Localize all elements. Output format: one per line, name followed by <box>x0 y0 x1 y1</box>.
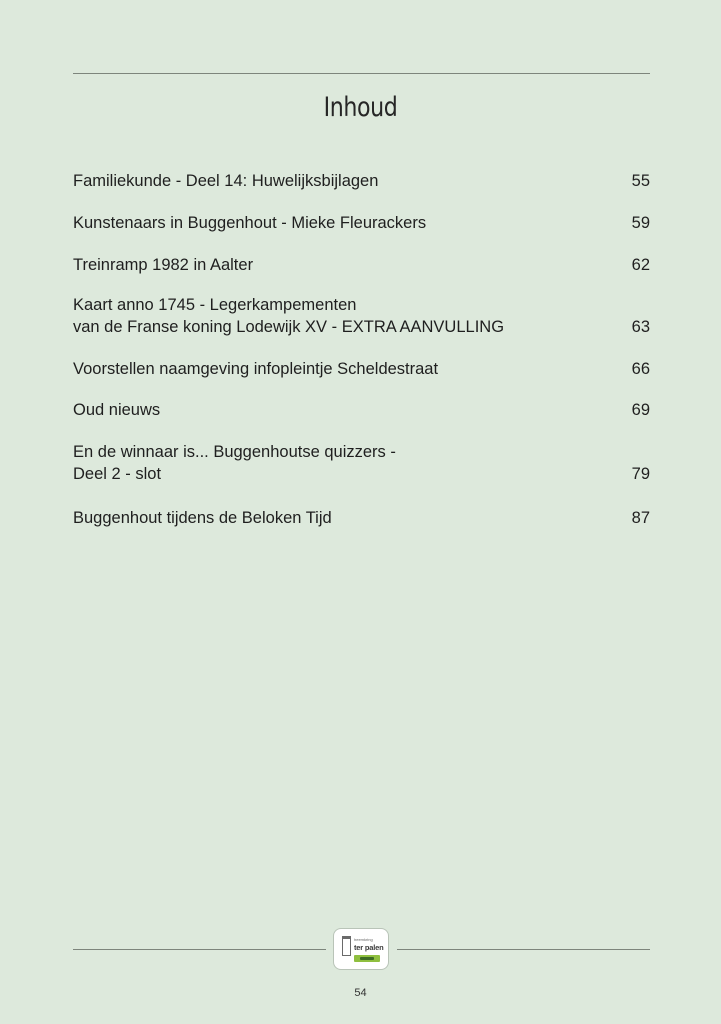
toc-entry-title <box>73 170 573 192</box>
toc-entry-page: 62 <box>631 256 650 274</box>
logo-subtitle: heemkring <box>354 937 373 942</box>
top-divider <box>73 73 650 74</box>
toc-entry[interactable] <box>73 507 650 529</box>
toc-entry-title-line: Deel 2 - slot <box>73 465 162 483</box>
building-icon <box>342 936 351 956</box>
toc-entry[interactable] <box>73 399 650 421</box>
toc-entry-title <box>73 294 573 338</box>
toc-entry-title <box>73 212 573 234</box>
toc-entry[interactable] <box>73 358 650 380</box>
toc-entry-page: 59 <box>631 214 650 232</box>
toc-entry-title-line: Kaart anno 1745 - Legerkampementen <box>73 296 357 314</box>
toc-entry-title <box>73 399 573 421</box>
toc-entry-page: 66 <box>631 360 650 378</box>
page-title: Inhoud <box>323 92 398 123</box>
logo-decoration <box>354 955 380 962</box>
toc-entry-title-line: Kunstenaars in Buggenhout - Mieke Fleurackers <box>73 214 427 232</box>
toc-entry-title <box>73 254 573 276</box>
toc-entry-title <box>73 441 573 485</box>
toc-entry-title-line: van de Franse koning Lodewijk XV - EXTRA AANVULLING <box>73 318 505 336</box>
toc-entry-page: 63 <box>631 318 650 336</box>
toc-entry-title <box>73 507 573 529</box>
toc-entry-title-line: Voorstellen naamgeving infopleintje Scheldestraat <box>73 360 439 378</box>
toc-entry-title-line: Familiekunde - Deel 14: Huwelijksbijlagen <box>73 172 379 190</box>
toc-entry-page: 87 <box>631 509 650 527</box>
toc-entry-page: 79 <box>631 465 650 483</box>
toc-entry[interactable] <box>73 212 650 234</box>
logo-name: ter palen <box>354 943 384 952</box>
toc-entry-title <box>73 358 573 380</box>
toc-entry-title-line: Buggenhout tijdens de Beloken Tijd <box>73 509 332 527</box>
footer-divider-right <box>397 949 650 950</box>
toc-entry-title-line: Oud nieuws <box>73 401 161 419</box>
toc-entry-page: 55 <box>631 172 650 190</box>
toc-entry-page: 69 <box>631 401 650 419</box>
toc-entry[interactable] <box>73 254 650 276</box>
footer-divider-left <box>73 949 326 950</box>
toc-entry-title-line: Treinramp 1982 in Aalter <box>73 256 254 274</box>
toc-entry[interactable] <box>73 294 650 338</box>
toc-entry[interactable] <box>73 170 650 192</box>
publisher-logo <box>333 928 389 970</box>
toc-entry-title-line: En de winnaar is... Buggenhoutse quizzers - <box>73 443 396 461</box>
toc-entry[interactable] <box>73 441 650 485</box>
page-number: 54 <box>354 987 367 999</box>
